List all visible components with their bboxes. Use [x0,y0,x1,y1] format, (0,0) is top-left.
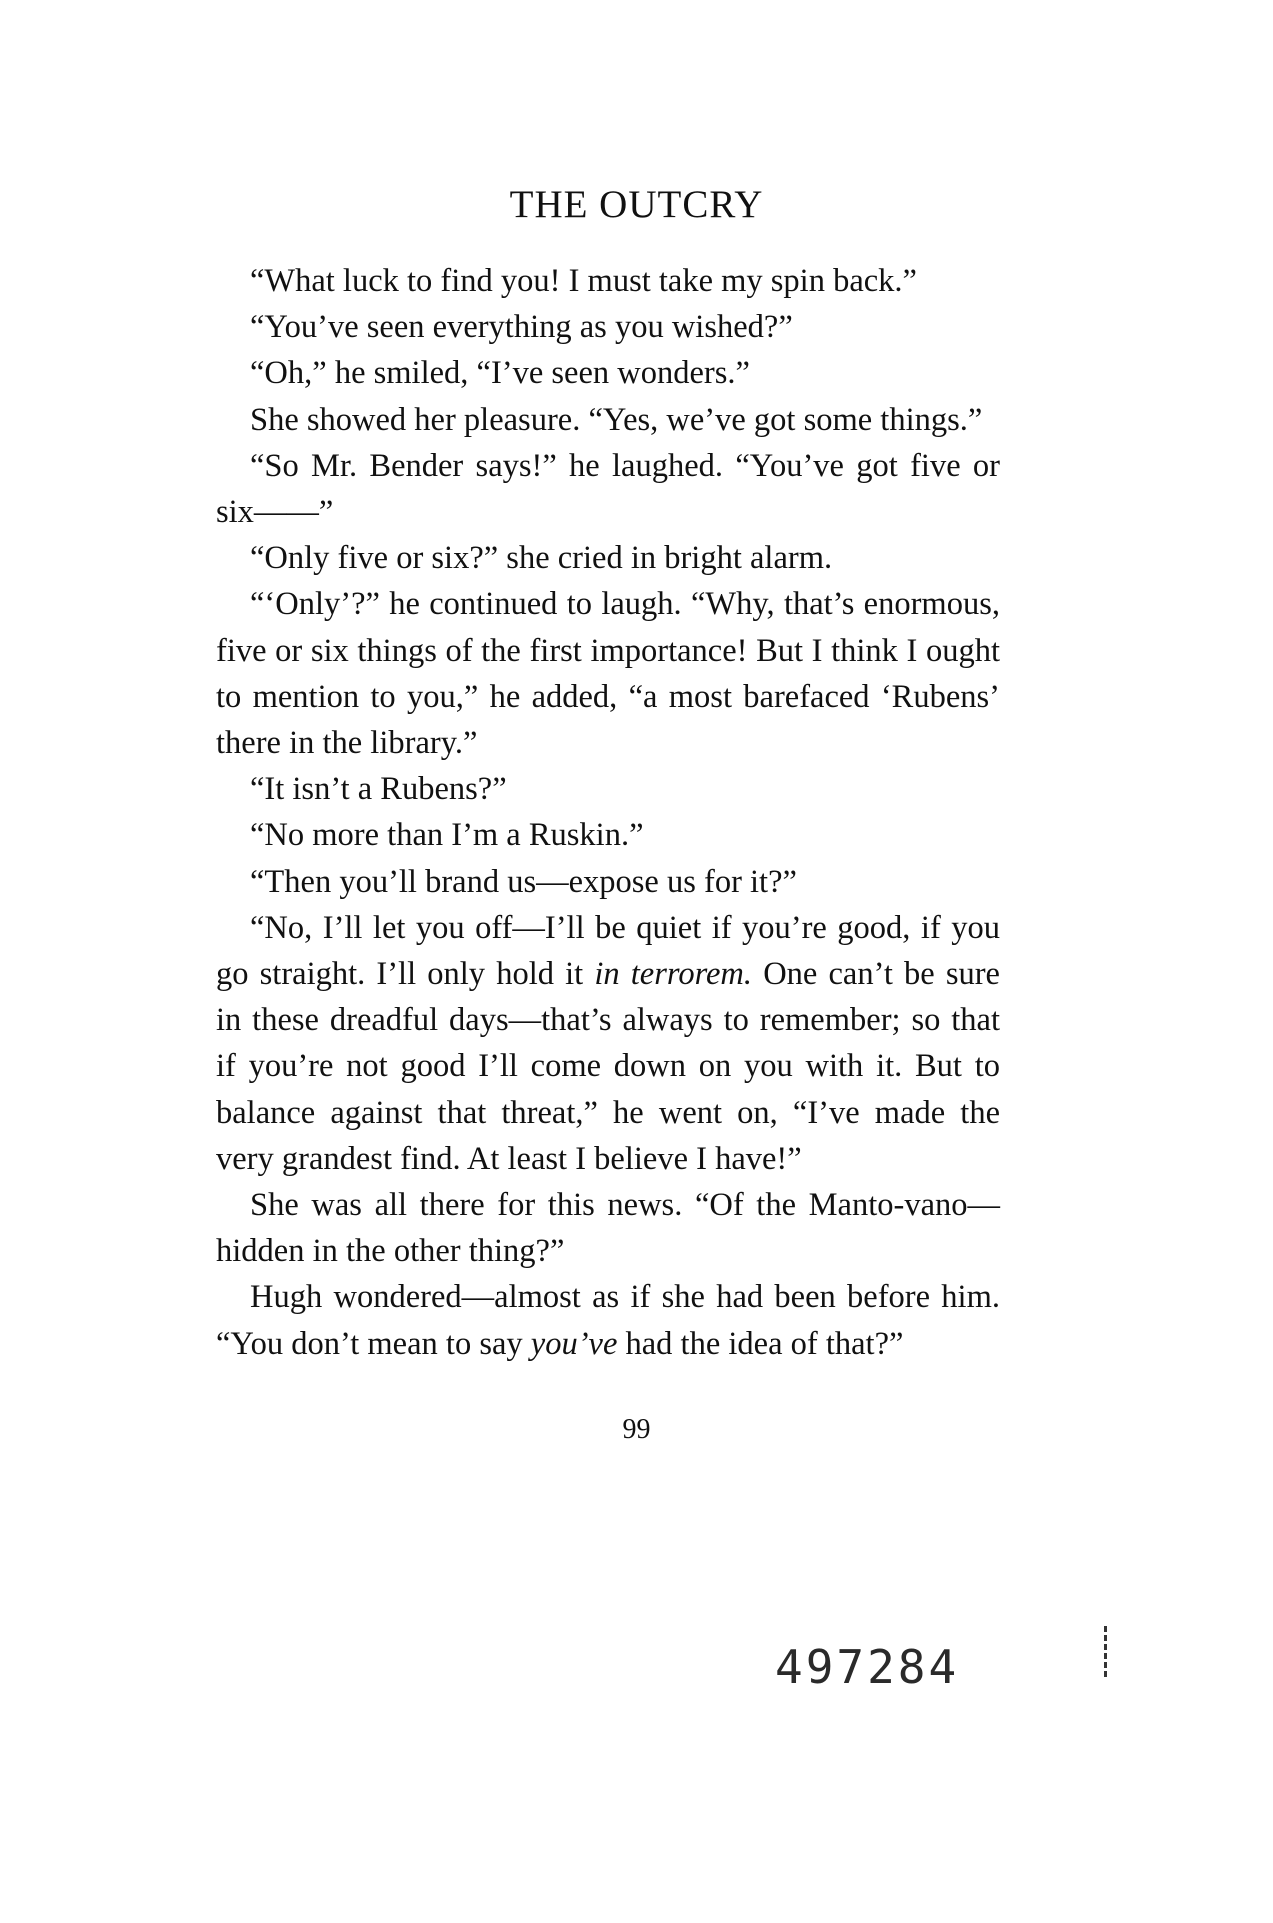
running-head: THE OUTCRY [509,183,764,226]
italic-phrase: you’ve [530,1325,618,1362]
paragraph: “It isn’t a Rubens?” [250,771,507,808]
paragraph [216,1274,1000,1366]
page-number: 99 [622,1414,651,1445]
paragraph: “Only five or six?” she cried in bright alarm. [250,540,833,577]
paragraph: “Then you’ll brand us—expose us for it?” [250,863,797,900]
paragraph-text: had the idea of that?” [617,1325,904,1362]
paragraph: “What luck to find you! I must take my spin back.” [250,263,917,299]
paragraph: She was all there for this news. “Of the Manto-vano—hidden in the other thing?” [216,1187,1000,1270]
paragraph: “‘Only’?” he continued to laugh. “Why, that’s enormous, five or six things of the first importance! But I think I ought to mention to you,” he added, “a most barefaced ‘Rubens’ there in the library.” [216,586,1000,762]
library-stamp-number: 497284 [775,1640,960,1694]
margin-mark [1104,1626,1107,1678]
paragraph [216,905,1000,1182]
body-text [216,258,1000,1367]
paragraph: She showed her pleasure. “Yes, we’ve got some things.” [250,401,983,438]
paragraph: “So Mr. Bender says!” he laughed. “You’ve got five or six——” [216,447,1000,531]
paragraph-text: One can’t be sure in these dreadful days—that’s always to remember; so that if you’re not good I’ll come down on you with it. But to balance against that threat,” he went on, “I’ve made the very grandest find. At least I believe I have!” [216,956,1000,1177]
italic-phrase: in terrorem. [594,956,753,993]
paragraph-text: “No, I’ll let you off—I’ll be quiet if you’re good, if you go straight. I’ll only hold it [216,909,1000,993]
paragraph: “No more than I’m a Ruskin.” [250,817,644,854]
paragraph: “You’ve seen everything as you wished?” [250,309,793,346]
paragraph-text: Hugh wondered—almost as if she had been before him. “You don’t mean to say [216,1279,1000,1362]
paragraph: “Oh,” he smiled, “I’ve seen wonders.” [250,355,750,392]
